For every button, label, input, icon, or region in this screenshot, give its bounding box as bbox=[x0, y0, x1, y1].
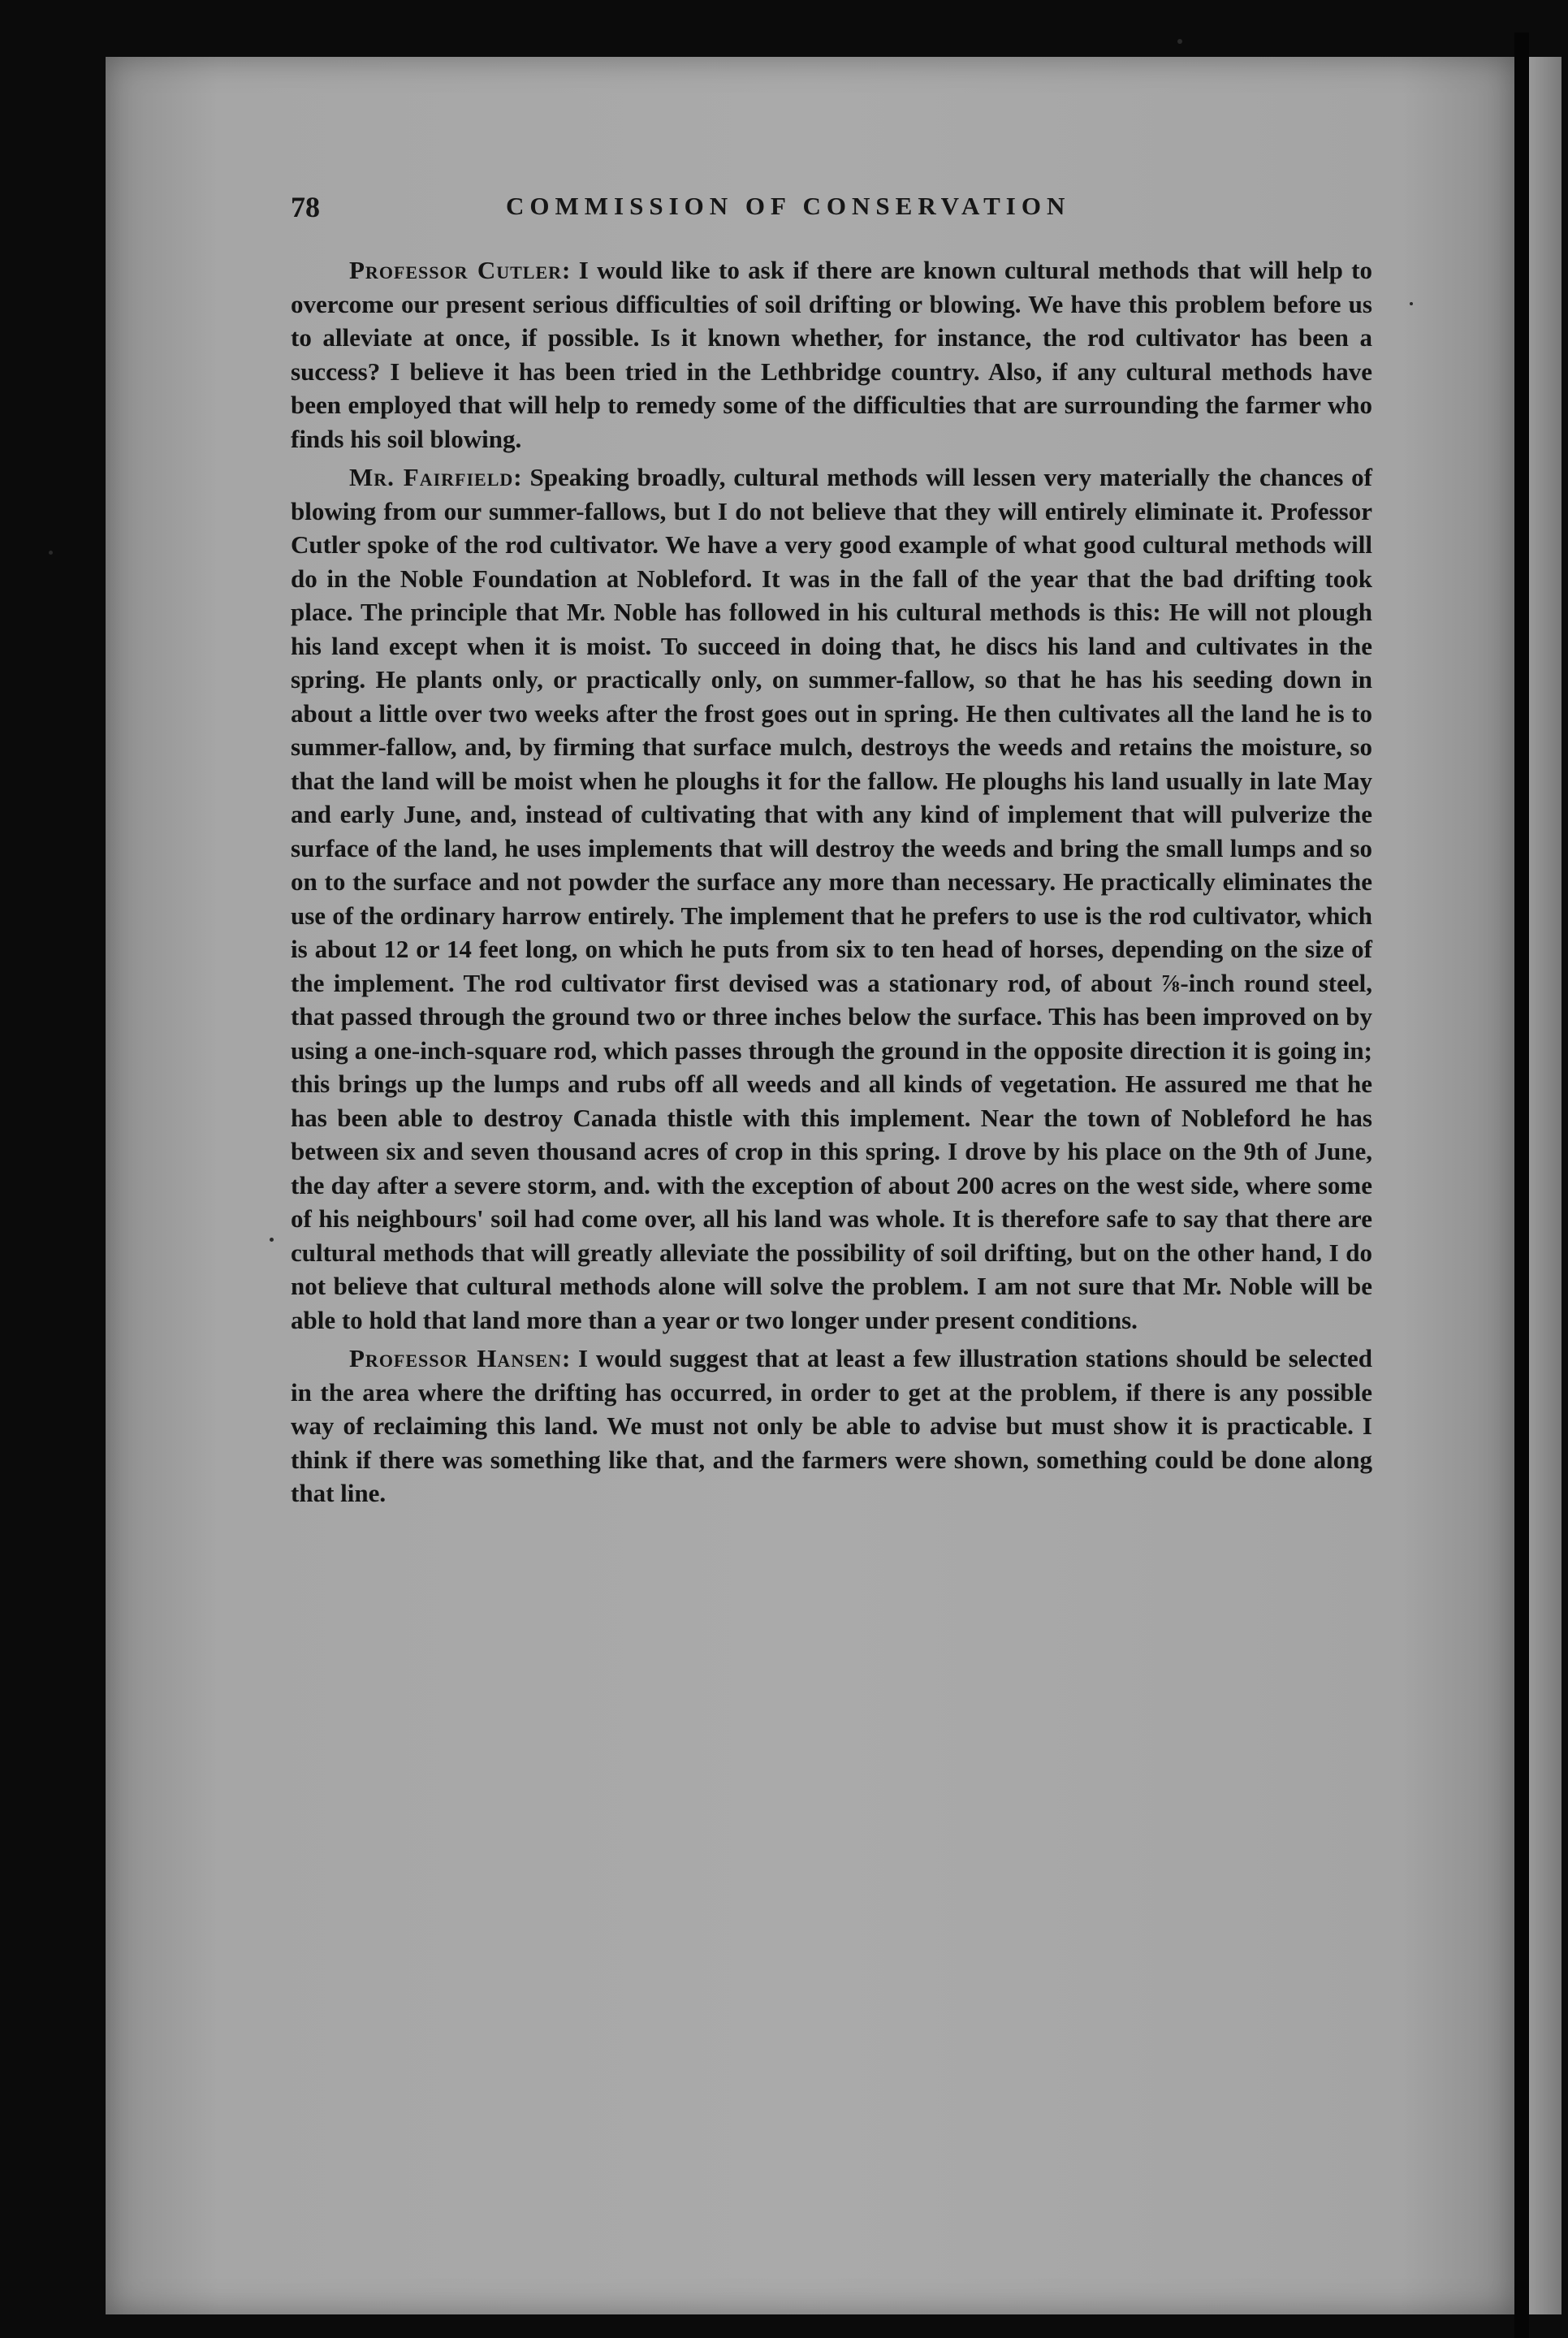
speaker-name: Professor Cutler bbox=[349, 256, 563, 284]
facing-page-edge bbox=[1529, 57, 1562, 2314]
scan-speck bbox=[270, 1238, 274, 1242]
running-head: COMMISSION OF CONSERVATION bbox=[506, 192, 1071, 220]
page-gutter bbox=[1514, 32, 1529, 2338]
paragraph-text: : I would suggest that at least a few illustration stations should be selected in the area where the drifting has occurred, in order to get at the problem, if there is any possible way of reclaiming this land. We must not only be able to advise but must show it is practicable. I think if there was something like that, and the farmers were shown, something could be done along that line. bbox=[291, 1344, 1372, 1507]
scan-speck bbox=[1177, 39, 1182, 44]
paragraph-hansen bbox=[291, 1342, 1372, 1510]
scan-speck bbox=[1410, 302, 1413, 305]
page-number: 78 bbox=[291, 191, 320, 223]
paragraph-cutler bbox=[291, 253, 1372, 456]
paragraph-text: : I would like to ask if there are known cultural methods that will help to overcome our present serious difficulties of soil drifting or blowing. We have this problem before us to alleviate at once, if possible. Is it known whether, for instance, the rod cultivator has been a success? I believe it has been tried in the Lethbridge country. Also, if any cultural methods have been employed that will help to remedy some of the difficulties that are surrounding the farmer who finds his soil blowing. bbox=[291, 256, 1372, 453]
scan-speck bbox=[49, 551, 53, 555]
speaker-name: Mr. Fairfield bbox=[349, 463, 514, 491]
page-header bbox=[291, 190, 1371, 231]
page-body bbox=[291, 253, 1372, 1515]
speaker-name: Professor Hansen bbox=[349, 1344, 562, 1372]
paragraph-text: : Speaking broadly, cultural methods will lessen very materially the chances of blowing from our summer-fallows, but I do not believe that they will entirely eliminate it. Professor Cutler spoke of the rod cultivator. We have a very good example of what good cultural methods will do in the Noble Foundation at Nobleford. It was in the fall of the year that the bad drifting took place. The principle that Mr. Noble has followed in his cultural methods is this: He will not plough his land except when it is moist. To succeed in doing that, he discs his land and cultivates in the spring. He plants only, or practically only, on summer-fallow, so that he has his seeding down in about a little over two weeks after the frost goes out in spring. He then cultivates all the land he is to summer-fallow, and, by firming that surface mulch, destroys the weeds and retains the moisture, so that the land will be moist when he ploughs it for the fallow. He ploughs his land usually in late May and early June, and, instead of cultivating that with any kind of implement that will pulverize the surface of the land, he uses implements that will destroy the weeds and bring the small lumps and so on to the surface and not powder the surface any more than necessary. He practically eliminates the use of the ordinary harrow entirely. The implement that he prefers to use is the rod cultivator, which is about 12 or 14 feet long, on which he puts from six to ten head of horses, depending on the size of the implement. The rod cultivator first devised was a stationary rod, of about ⅞-inch round steel, that passed through the ground two or three inches below the surface. This has been improved on by using a one-inch-square rod, which passes through the ground in the opposite direction it is going in; this brings up the lumps and rubs off all weeds and all kinds of vegetation. He assured me that he has been able to destroy Canada thistle with this implement. Near the town of Nobleford he has between six and seven thousand acres of crop in this spring. I drove by his place on the 9th of June, the day after a severe storm, and. with the exception of about 200 acres on the west side, where some of his neighbours' soil had come over, all his land was whole. It is therefore safe to say that there are cultural methods that will greatly alleviate the possibility of soil drifting, but on the other hand, I do not believe that cultural methods alone will solve the problem. I am not sure that Mr. Noble will be able to hold that land more than a year or two longer under present conditions. bbox=[291, 463, 1373, 1334]
paragraph-fairfield bbox=[291, 460, 1372, 1337]
